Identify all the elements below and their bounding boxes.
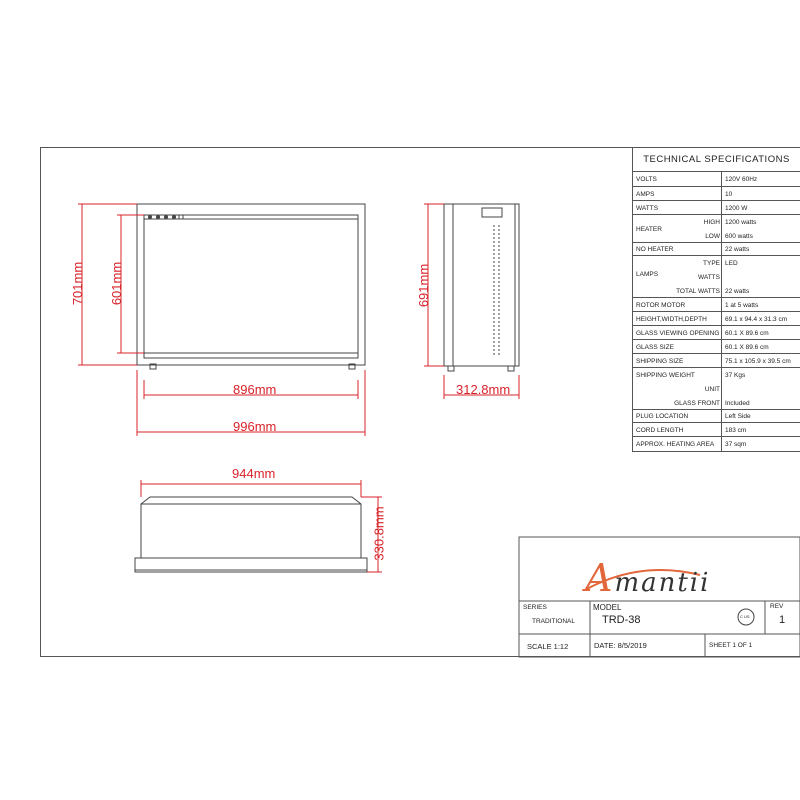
spec-value: 600 watts [725, 233, 753, 240]
dim-width-inner: 896mm [233, 382, 277, 397]
dim-width-outer: 996mm [233, 419, 277, 434]
spec-label: GLASS SIZE [636, 344, 674, 351]
rev-value: 1 [779, 614, 786, 626]
spec-row [632, 172, 800, 187]
spec-row [632, 312, 800, 326]
side-dimension-lines [424, 204, 519, 399]
spec-sublabel: GLASS FRONT [674, 400, 720, 407]
dim-height-outer: 701mm [70, 261, 86, 306]
spec-value: 22 watts [725, 288, 750, 295]
spec-row [632, 410, 800, 423]
spec-row [632, 201, 800, 215]
spec-row [632, 243, 800, 256]
model-label: MODEL [593, 603, 622, 612]
spec-row-heater [632, 215, 800, 243]
spec-value: 75.1 x 105.9 x 39.5 cm [725, 358, 791, 365]
spec-label: WATTS [636, 205, 659, 212]
model-value: TRD-38 [602, 614, 641, 626]
dim-height-inner: 601mm [109, 261, 125, 306]
spec-value: 1 at 5 watts [725, 302, 759, 309]
spec-sublabel: WATTS [697, 274, 720, 281]
spec-label: APPROX. HEATING AREA [636, 441, 715, 448]
spec-sublabel: HIGH [703, 219, 720, 226]
scale-text: SCALE 1:12 [527, 642, 569, 651]
spec-row-shipping-weight [632, 368, 800, 410]
spec-value: 120V 60Hz [725, 176, 758, 183]
front-view [137, 204, 365, 369]
spec-value: 1200 watts [725, 219, 757, 226]
spec-value: LED [725, 260, 738, 267]
spec-row [632, 340, 800, 354]
spec-label: VOLTS [636, 176, 657, 183]
spec-label: AMPS [636, 191, 655, 198]
spec-row [632, 187, 800, 201]
spec-label: NO HEATER [636, 246, 674, 253]
spec-label: GLASS VIEWING OPENING [636, 330, 720, 337]
spec-value: 69.1 x 94.4 x 31.3 cm [725, 316, 788, 323]
spec-label: SHIPPING SIZE [636, 358, 684, 365]
spec-row [632, 326, 800, 340]
spec-value: 37 Kgs [725, 372, 746, 379]
side-view [444, 204, 519, 371]
spec-label: HEIGHT,WIDTH,DEPTH [636, 316, 707, 323]
spec-value: 60.1 X 89.6 cm [725, 344, 769, 351]
spec-label: ROTOR MOTOR [636, 302, 686, 309]
brand-logo-initial: A [585, 556, 615, 600]
spec-value: 37 sqm [725, 441, 747, 448]
spec-label: SHIPPING WEIGHT [636, 372, 695, 379]
spec-sublabel: TOTAL WATTS [676, 288, 720, 295]
cert-text: C US [740, 614, 750, 619]
series-value: TRADITIONAL [532, 618, 575, 625]
spec-sublabel: UNIT [704, 386, 720, 393]
spec-value: 60.1 X 89.6 cm [725, 330, 769, 337]
spec-table-title: TECHNICAL SPECIFICATIONS [632, 147, 800, 172]
spec-sublabel: LOW [705, 233, 720, 240]
spec-value: 1200 W [725, 205, 748, 212]
spec-row [632, 298, 800, 312]
spec-label: CORD LENGTH [636, 427, 684, 434]
spec-row [632, 437, 800, 452]
front-dimension-lines [78, 204, 365, 436]
spec-value: 22 watts [725, 246, 750, 253]
sheet-text: SHEET 1 OF 1 [709, 642, 753, 649]
spec-label: LAMPS [636, 271, 659, 278]
spec-label: HEATER [636, 226, 662, 233]
dim-depth-side: 312.8mm [456, 382, 511, 397]
spec-value: 183 cm [725, 427, 747, 434]
spec-sublabel: TYPE [703, 260, 720, 267]
brand-logo [585, 556, 710, 600]
series-label: SERIES [523, 604, 547, 611]
spec-row-lamps [632, 256, 800, 298]
dim-width-top: 944mm [232, 466, 276, 481]
spec-row [632, 423, 800, 437]
rev-label: REV [770, 603, 784, 610]
spec-value: 10 [725, 191, 733, 198]
top-view [135, 497, 367, 572]
spec-value: Included [725, 400, 750, 407]
dim-depth-top: 330.8mm [371, 506, 387, 561]
spec-row [632, 354, 800, 368]
dim-height-side: 691mm [416, 263, 432, 308]
spec-value: Left Side [725, 413, 751, 420]
date-text: DATE: 8/5/2019 [594, 641, 647, 650]
brand-logo-text: mantii [614, 568, 711, 598]
spec-label: PLUG LOCATION [636, 413, 689, 420]
